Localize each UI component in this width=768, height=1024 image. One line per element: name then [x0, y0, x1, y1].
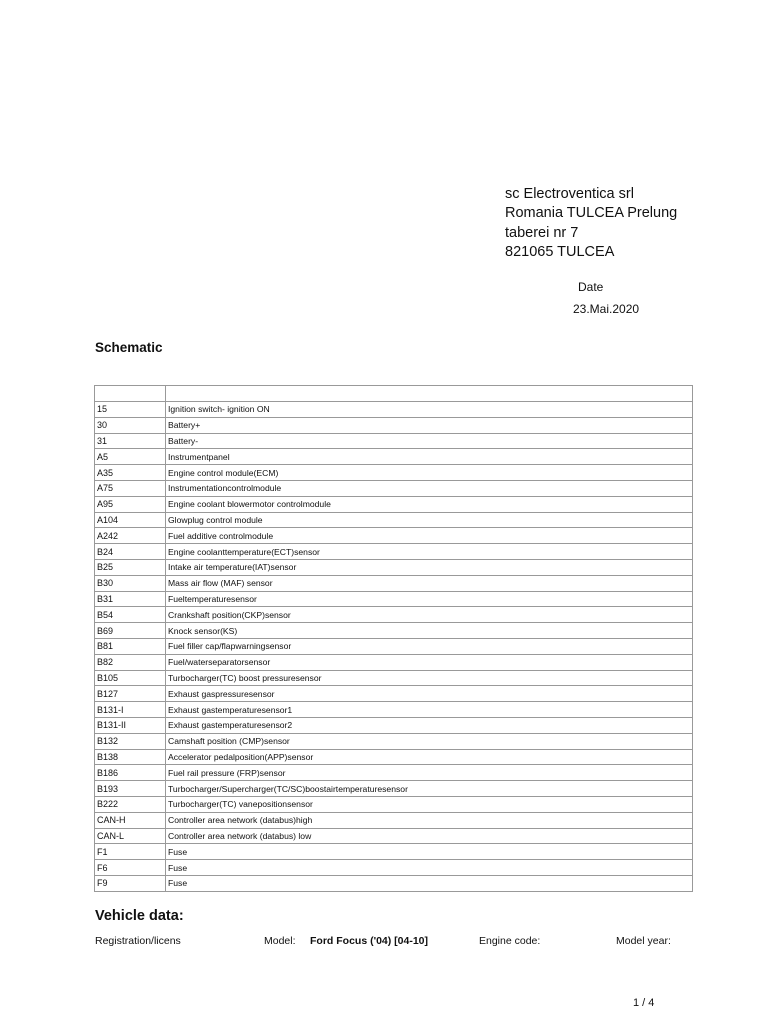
legend-row [95, 417, 693, 433]
date-label: Date [578, 280, 604, 294]
legend-code: CAN-L [95, 828, 166, 844]
registration-label: Registration/licens [95, 935, 181, 947]
legend-row [95, 875, 693, 891]
legend-description: Crankshaft position(CKP)sensor [166, 607, 693, 623]
legend-description: Fueltemperaturesensor [166, 591, 693, 607]
legend-description: Controller area network (databus)high [166, 812, 693, 828]
legend-description: Glowplug control module [166, 512, 693, 528]
legend-description: Ignition switch- ignition ON [166, 402, 693, 418]
legend-description: Turbocharger/Supercharger(TC/SC)boostairtemperaturesensor [166, 781, 693, 797]
legend-code: B186 [95, 765, 166, 781]
legend-description: Turbocharger(TC) vanepositionsensor [166, 796, 693, 812]
legend-row [95, 686, 693, 702]
legend-code: B81 [95, 638, 166, 654]
legend-code: B222 [95, 796, 166, 812]
engine-code-label: Engine code: [479, 935, 541, 947]
model-year-label: Model year: [616, 935, 671, 947]
legend-code: 30 [95, 417, 166, 433]
legend-description: Turbocharger(TC) boost pressuresensor [166, 670, 693, 686]
legend-row [95, 717, 693, 733]
legend-row [95, 465, 693, 481]
legend-description: Controller area network (databus) low [166, 828, 693, 844]
address-line-2: Romania TULCEA Prelung [505, 205, 678, 222]
legend-code: 15 [95, 402, 166, 418]
legend-row [95, 607, 693, 623]
legend-row [95, 449, 693, 465]
legend-row [95, 496, 693, 512]
legend-row [95, 702, 693, 718]
legend-row [95, 575, 693, 591]
legend-code: B132 [95, 733, 166, 749]
legend-code: B30 [95, 575, 166, 591]
legend-description: Mass air flow (MAF) sensor [166, 575, 693, 591]
legend-row [95, 828, 693, 844]
legend-description: Camshaft position (CMP)sensor [166, 733, 693, 749]
legend-code: B31 [95, 591, 166, 607]
legend-code: A104 [95, 512, 166, 528]
legend-description: Fuse [166, 860, 693, 876]
legend-description: Engine coolanttemperature(ECT)sensor [166, 544, 693, 560]
legend-row [95, 480, 693, 496]
legend-row [95, 733, 693, 749]
legend-row [95, 670, 693, 686]
legend-row [95, 544, 693, 560]
legend-row [95, 638, 693, 654]
legend-description: Fuse [166, 875, 693, 891]
legend-row [95, 812, 693, 828]
legend-code: A95 [95, 496, 166, 512]
legend-row [95, 559, 693, 575]
legend-row [95, 402, 693, 418]
legend-code: B24 [95, 544, 166, 560]
legend-code: B82 [95, 654, 166, 670]
legend-description: Fuse [166, 844, 693, 860]
legend-code: F6 [95, 860, 166, 876]
legend-description: Fuel filler cap/flapwarningsensor [166, 638, 693, 654]
legend-row [95, 781, 693, 797]
legend-row [95, 749, 693, 765]
legend-row [95, 512, 693, 528]
legend-row [95, 623, 693, 639]
schematic-legend-table [94, 385, 693, 892]
legend-code: B69 [95, 623, 166, 639]
legend-code: B25 [95, 559, 166, 575]
legend-description: Engine control module(ECM) [166, 465, 693, 481]
date-value: 23.Mai.2020 [573, 302, 640, 316]
legend-code: A75 [95, 480, 166, 496]
legend-code: B105 [95, 670, 166, 686]
legend-code: B138 [95, 749, 166, 765]
legend-code: A35 [95, 465, 166, 481]
address-line-1: sc Electroventica srl [505, 186, 634, 202]
legend-code: B54 [95, 607, 166, 623]
legend-code: A242 [95, 528, 166, 544]
legend-description: Exhaust gastemperaturesensor1 [166, 702, 693, 718]
legend-row [95, 528, 693, 544]
legend-description: Battery+ [166, 417, 693, 433]
legend-row [95, 844, 693, 860]
legend-description: Knock sensor(KS) [166, 623, 693, 639]
company-address [505, 185, 677, 262]
legend-description: Fuel/waterseparatorsensor [166, 654, 693, 670]
legend-description: Instrumentpanel [166, 449, 693, 465]
legend-description: Fuel additive controlmodule [166, 528, 693, 544]
legend-code: B193 [95, 781, 166, 797]
legend-code: 31 [95, 433, 166, 449]
address-line-3: taberei nr 7 [505, 224, 579, 241]
legend-header-code [95, 386, 166, 402]
legend-row [95, 654, 693, 670]
address-line-4: 821065 TULCEA [505, 243, 615, 260]
legend-row [95, 765, 693, 781]
legend-code: F9 [95, 875, 166, 891]
legend-header-desc [166, 386, 693, 402]
legend-row [95, 796, 693, 812]
legend-description: Battery- [166, 433, 693, 449]
legend-row [95, 433, 693, 449]
legend-description: Accelerator pedalposition(APP)sensor [166, 749, 693, 765]
vehicle-data-title: Vehicle data: [95, 908, 184, 924]
legend-code: B127 [95, 686, 166, 702]
legend-description: Exhaust gastemperaturesensor2 [166, 717, 693, 733]
legend-row [95, 860, 693, 876]
model-label: Model: [264, 935, 296, 947]
model-value: Ford Focus ('04) [04-10] [310, 935, 429, 947]
legend-row [95, 591, 693, 607]
legend-code: CAN-H [95, 812, 166, 828]
page-number: 1 / 4 [633, 997, 655, 1009]
legend-description: Engine coolant blowermotor controlmodule [166, 496, 693, 512]
legend-code: F1 [95, 844, 166, 860]
legend-description: Exhaust gaspressuresensor [166, 686, 693, 702]
legend-code: A5 [95, 449, 166, 465]
legend-code: B131-I [95, 702, 166, 718]
legend-description: Intake air temperature(IAT)sensor [166, 559, 693, 575]
legend-description: Instrumentationcontrolmodule [166, 480, 693, 496]
legend-code: B131-II [95, 717, 166, 733]
schematic-title: Schematic [95, 340, 163, 355]
legend-header-row [95, 386, 693, 402]
legend-description: Fuel rail pressure (FRP)sensor [166, 765, 693, 781]
